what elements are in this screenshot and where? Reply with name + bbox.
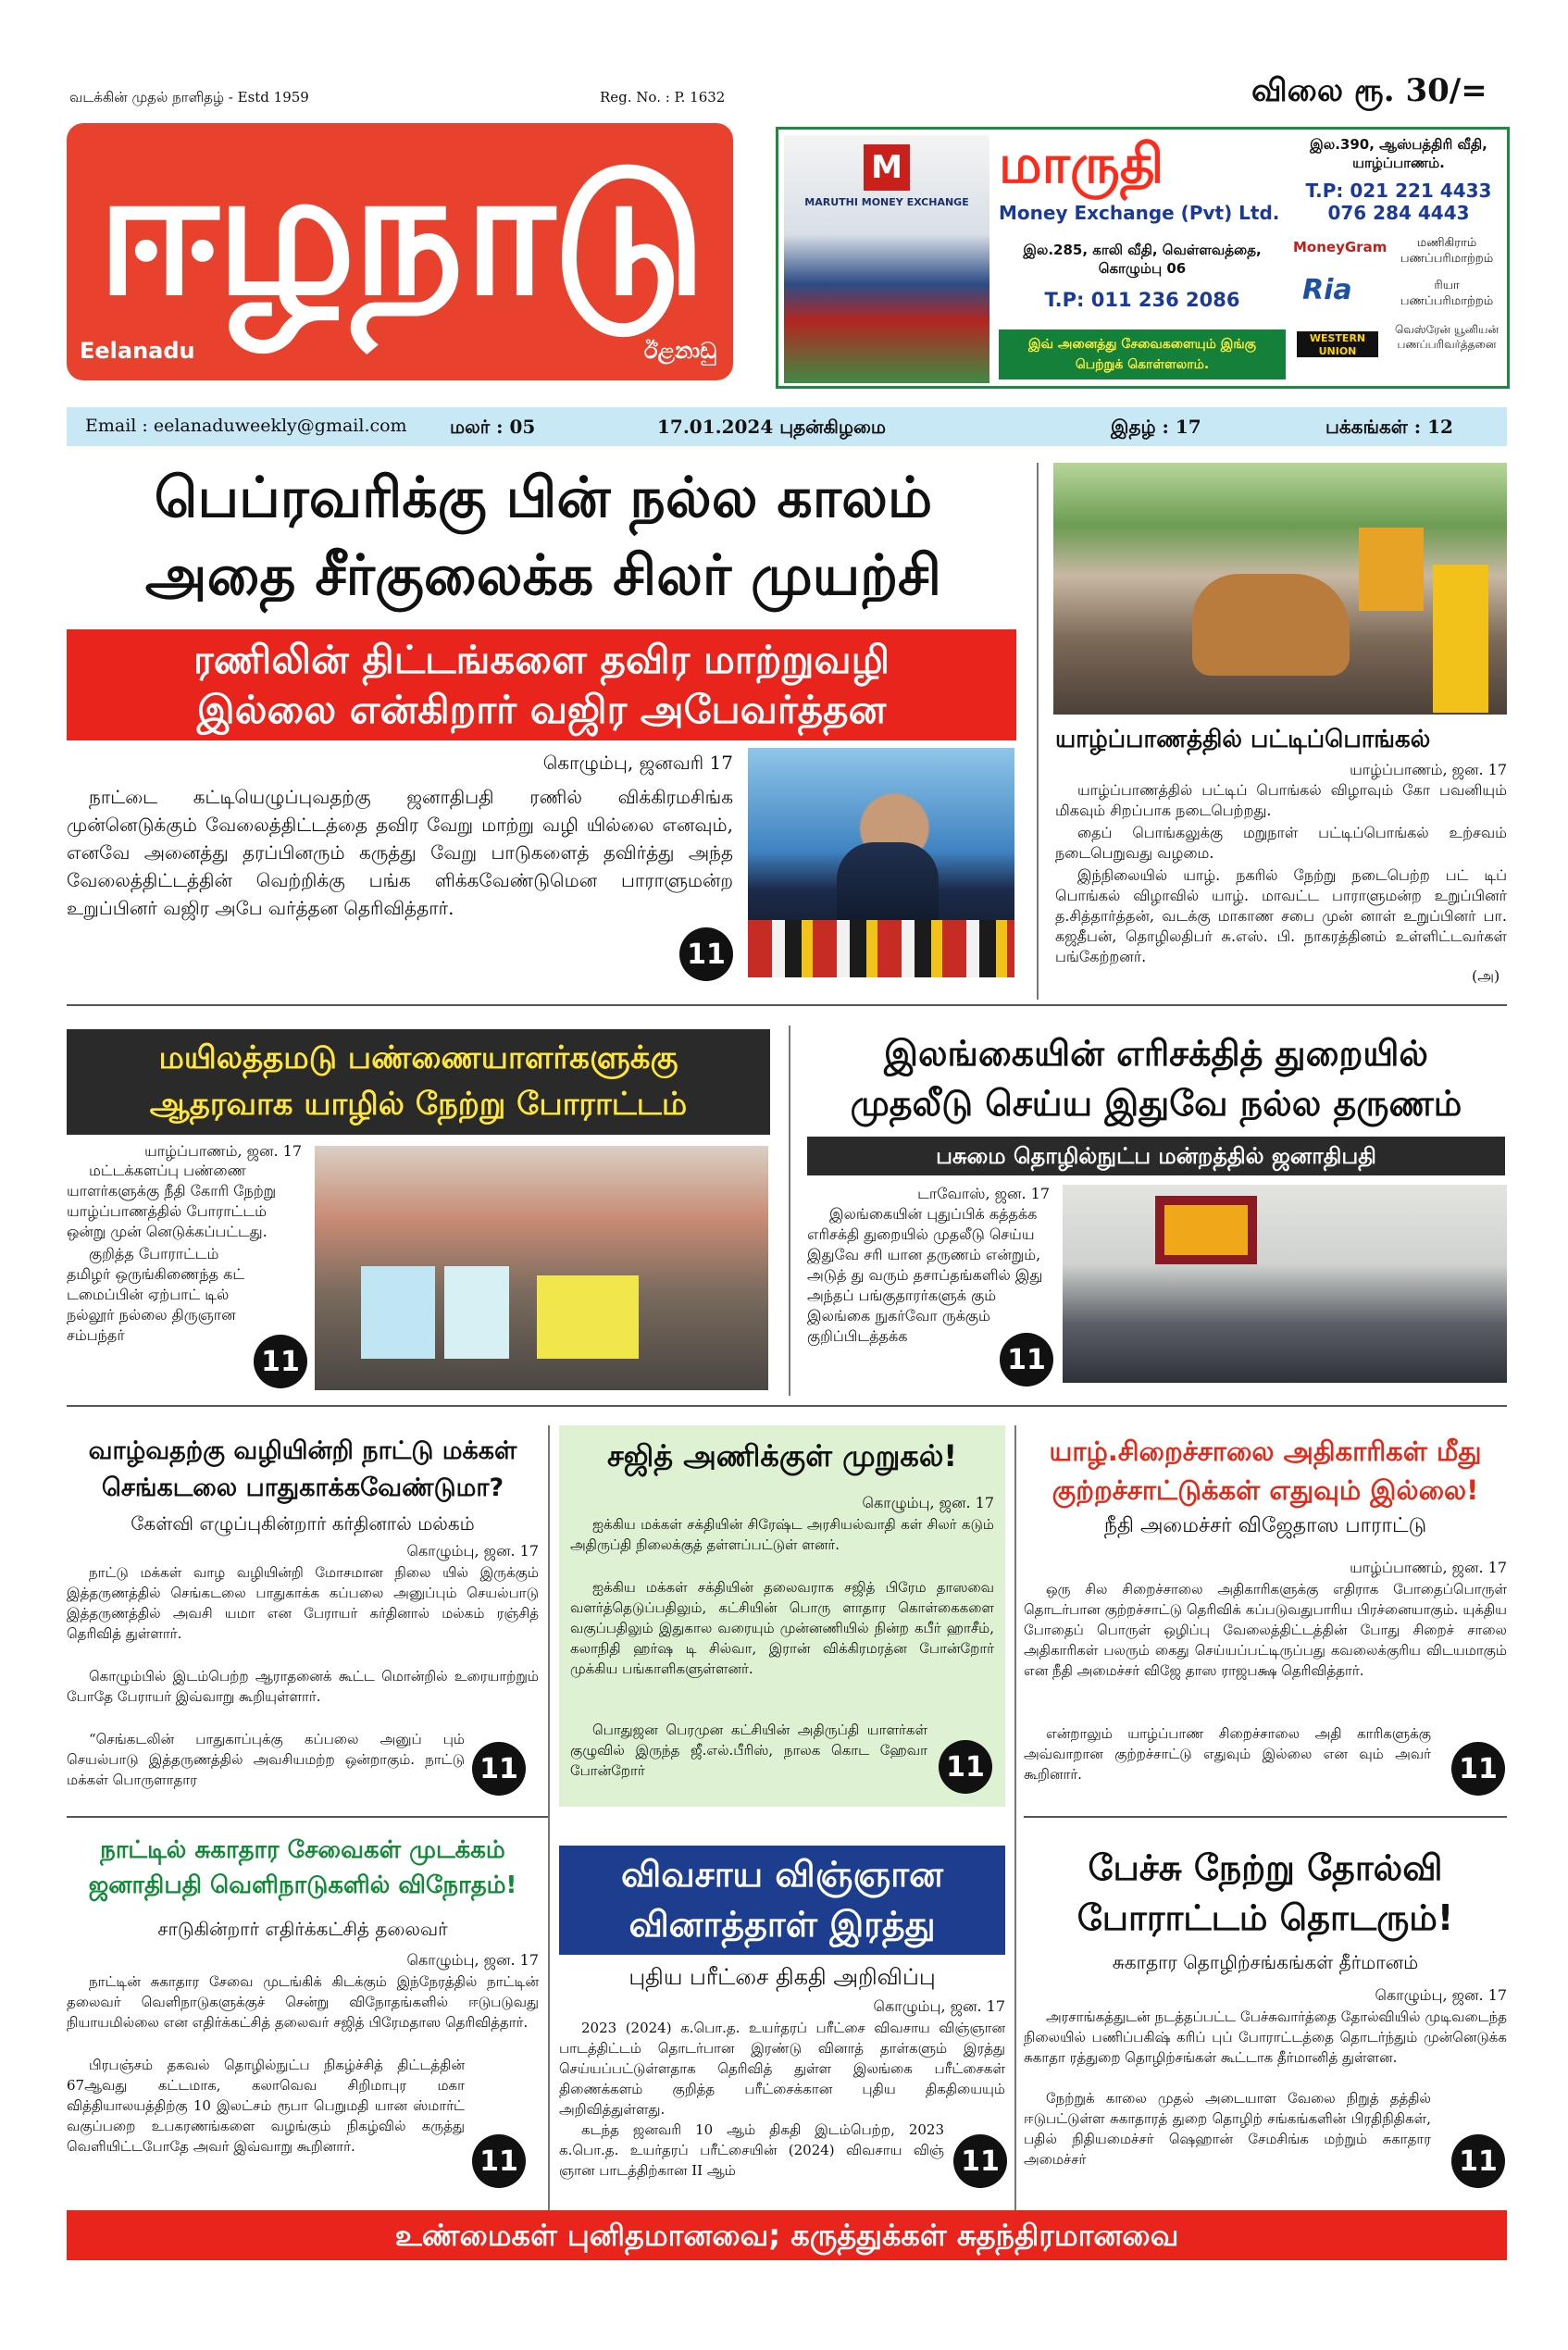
western-union-logo: WESTERN UNION: [1297, 331, 1378, 357]
energy-headline-line1[interactable]: இலங்கையின் எரிசக்தித் துறையில்: [884, 1033, 1428, 1074]
mylathamadu-dateline: யாழ்ப்பாணம், ஜன. 17: [144, 1142, 302, 1160]
ad-phone-2: 076 284 4443: [1327, 202, 1470, 224]
exam-headline-box: [559, 1846, 1005, 1955]
lead-page-ref[interactable]: 11: [679, 927, 733, 981]
talks-para-2: நேற்றுக் காலை முதல் அடையாள வேலை நிறுத் தத்தில் ஈடுபட்டுள்ள சுகாதாரத் துறை தொழிற் சங்கங்களின் பிரதிநிதிகள், பதில் நிதியமைச்சர் ஷெஹான் சேமசிங்க மற்றும் சுகாதார அமைச்சர்: [1024, 2090, 1431, 2168]
prison-dateline: யாழ்ப்பாணம், ஜன. 17: [1350, 1559, 1507, 1576]
talks-para-1: அரசாங்கத்துடன் நடத்தப்பட்ட பேச்சுவார்த்தை தோல்வியில் முடிவடைந்த நிலையில் பணிப்பகிஷ் கரிப் புப் போராட்டத்தை தொடர்ந்தும் முன்னெடுக்க சுகாதா ரத்துறை தொழிற்சங்கள் கூட்டாக தீர்மானித் துள்ளன.: [1024, 2008, 1507, 2066]
person-figure: [1433, 565, 1488, 713]
talks-headline-line2[interactable]: போராட்டம் தொடரும்!: [1076, 1897, 1454, 1938]
prison-page-ref[interactable]: 11: [1451, 1742, 1505, 1796]
prison-para-1: ஒரு சில சிறைச்சாலை அதிகாரிகளுக்கு எதிராக போதைப்பொருள் தொடர்பான குற்றச்சாட்டு தெரிவிக் கப்படுவதுபாரிய பிரச்னையாகும். யுக்திய போதைப் பொருள் ஒழிப்பு வேலைத்திட்டத்தின் போது சிறைச் சாலை அதிகாரிகள் பலரும் கைது செய்யப்பட்டிருப்பது கவலைக்குரிய விடயமாகும் என நீதி அமைச்சர் விஜே தாஸ ராஜபக்ஷ தெரிவித்தார்.: [1024, 1581, 1507, 1679]
page-count: பக்கங்கள் : 12: [1325, 416, 1453, 438]
exam-headline-line1[interactable]: விவசாய விஞ்ஞான: [621, 1854, 943, 1895]
mylathamadu-para-1: மட்டக்களப்பு பண்ணை யாளர்களுக்கு நீதி கோரி நேற்று யாழ்ப்பாணத்தில் போராட்டம் ஒன்று முன் னெடுக்கப்பட்டது.: [67, 1162, 277, 1240]
microphones: [748, 920, 1014, 977]
prison-headline-line2[interactable]: குற்றச்சாட்டுக்கள் எதுவும் இல்லை!: [1052, 1474, 1479, 1506]
talks-dateline: கொழும்பு, ஜன. 17: [1375, 1986, 1507, 2004]
ad-phone-1: T.P: 021 221 4433: [1305, 180, 1492, 202]
row-rule-b3: [1024, 1816, 1507, 1818]
energy-subheadline: பசுமை தொழில்நுட்ப மன்றத்தில் ஜனாதிபதி: [807, 1137, 1505, 1175]
logo-title: ஈழநாடு: [96, 131, 703, 334]
column-rule-mid: [789, 1026, 790, 1396]
issue-malar: மலர் : 05: [450, 416, 536, 438]
issue-number: இதழ் : 17: [1111, 416, 1201, 438]
sajith-dateline: கொழும்பு, ஜன. 17: [862, 1494, 994, 1511]
sajith-box: [559, 1425, 1005, 1807]
pongal-photo: [1053, 463, 1507, 715]
pongal-para-2: தைப் பொங்கலுக்கு மறுநாள் பட்டிப்பொங்கல் உற்சவம் நடைபெறுவது வழமை.: [1055, 824, 1507, 862]
column-rule: [1037, 463, 1039, 1000]
lead-photo: [748, 748, 1014, 977]
exam-page-ref[interactable]: 11: [953, 2134, 1007, 2188]
tagline: வடக்கின் முதல் நாளிதழ் - Estd 1959: [69, 89, 309, 106]
lead-subheadline-line2: இல்லை என்கிறார் வஜிர அபேவர்த்தன: [196, 687, 887, 732]
sajith-headline[interactable]: சஜித் அணிக்குள் முறுகல்!: [606, 1438, 958, 1473]
mylathamadu-page-ref[interactable]: 11: [254, 1335, 307, 1388]
column-rule-b2: [1014, 1425, 1016, 2221]
email[interactable]: Email : eelanaduweekly@gmail.com: [85, 416, 407, 436]
energy-page-ref[interactable]: 11: [1000, 1333, 1053, 1386]
section-rule: [67, 1004, 1507, 1006]
logo-sinhala: ඊළනාඩු: [643, 338, 716, 364]
moneygram-label: மணிகிராம் பணப்பரிமாற்றம்: [1400, 236, 1494, 266]
ria-label: ரியா பணப்பரிமாற்றம்: [1400, 279, 1494, 308]
ad-address-jaffna: இல.390, ஆஸ்பத்திரி வீதி, யாழ்ப்பாணம்.: [1310, 136, 1487, 171]
banner-figure: [1359, 528, 1424, 611]
ad-brand: மாருதி: [999, 132, 1164, 195]
prison-para-2: என்றாலும் யாழ்ப்பாண சிறைச்சாலை அதி காரிகளுக்கு அவ்வாறான குற்றச்சாட்டு எதுவும் இல்லை என வும் அவர் கூறினார்.: [1024, 1725, 1431, 1783]
ad-brand-english: Money Exchange (Pvt) Ltd.: [999, 202, 1280, 224]
shop-sign: MARUTHI MONEY EXCHANGE: [804, 196, 969, 208]
mylathamadu-headline-line1[interactable]: மயிலத்தமடு பண்ணையாளர்களுக்கு: [158, 1039, 678, 1076]
section-rule-2: [67, 1405, 1507, 1407]
moneygram-logo: MoneyGram: [1293, 239, 1388, 255]
western-union-label: வெஸ்ரேன் யூனியன் பணப்பரிவர்த்தனை: [1394, 323, 1500, 351]
pongal-headline[interactable]: யாழ்ப்பாணத்தில் பட்டிப்பொங்கல்: [1055, 726, 1431, 753]
exam-subheadline: புதிய பரீட்சை திகதி அறிவிப்பு: [628, 1964, 936, 1990]
exam-para-1: 2023 (2024) க.பொ.த. உயர்தரப் பரீட்சை விவசாய விஞ்ஞான பாடத்திட்டம் தொடர்பான இரண்டு வினாத் தாள்களும் இரத்து செய்யப்பட்டுள்ளதாக தெரிவித் துள்ள இலங்கை பரீட்சைகள் திணைக்களம் குறித்த பரீட்சைக்கான புதிய திகதியையும் அறிவித்துள்ளது.: [559, 2020, 1005, 2118]
logo-english: Eelanadu: [80, 338, 195, 364]
health-headline-line2[interactable]: ஜனாதிபதி வெளிநாடுகளில் விநோதம்!: [88, 1871, 517, 1899]
maruthi-advertisement[interactable]: [776, 127, 1510, 389]
sri-lanka-flag: [1155, 1196, 1257, 1264]
sajith-para-2: ஐக்கிய மக்கள் சக்தியின் தலைவராக சஜித் பிரேம தாஸவை வளர்த்தெடுப்பதிலும், கட்சியின் பொரு ளாதார கொள்கைகளை வகுப்பதிலும் இதுகால வரையும் முன்னணியில் நின்ற கபீர் ஹாசீம், கலாநிதி ஹர்ஷ டி சில்வா, இரான் விக்கிரமரத்ன போன்றோர் முக்கிய பங்காளிகளுள்ளனர்.: [570, 1579, 994, 1677]
placard-yellow: [537, 1275, 639, 1359]
pongal-para-1: யாழ்ப்பாணத்தில் பட்டிப் பொங்கல் விழாவும் கோ பவனியும் மிகவும் சிறப்பாக நடைபெற்றது.: [1055, 781, 1507, 819]
sengadal-para-3: “செங்கடலின் பாதுகாப்புக்கு கப்பலை அனுப் பும் செயல்பாடு இத்தருணத்தில் அவசியமற்ற ஒன்றாகும். நாட்டு மக்கள் பொருளாதார: [67, 1731, 465, 1788]
maruthi-logo-icon: M: [864, 144, 910, 191]
reg-number: Reg. No. : P. 1632: [600, 89, 726, 106]
row-rule-b1: [67, 1816, 548, 1818]
sengadal-dateline: கொழும்பு, ஜன. 17: [406, 1542, 539, 1560]
health-para-2: பிரபஞ்சம் தகவல் தொழில்நுட்ப நிகழ்ச்சித் திட்டத்தின் 67ஆவது கட்டமாக, கலாவெவ சிறிமாபுர மகா வித்தியாலயத்திற்கு 10 இலட்சம் ரூபா பெறுமதி யான ஸ்மார்ட் வகுப்பறை உபகரணங்களை வழங்கும் நிகழ்வில் கருத்து வெளியிட்டபோதே அவர் இவ்வாறு கூறினார்.: [67, 2057, 465, 2155]
pongal-dateline: யாழ்ப்பாணம், ஜன. 17: [1350, 761, 1507, 778]
placard-white: [444, 1266, 509, 1359]
sengadal-page-ref[interactable]: 11: [472, 1742, 526, 1796]
exam-headline-line2[interactable]: வினாத்தாள் இரத்து: [628, 1904, 936, 1945]
lead-headline-line1[interactable]: பெப்ரவரிக்கு பின் நல்ல காலம்: [154, 466, 933, 530]
lead-headline-line2[interactable]: அதை சீர்குலைக்க சிலர் முயற்சி: [144, 543, 942, 608]
energy-dateline: டாவோஸ், ஜன. 17: [917, 1185, 1050, 1202]
sajith-para-1: ஐக்கிய மக்கள் சக்தியின் சிரேஷ்ட அரசியல்வாதி கள் சிலர் கடும் அதிருப்தி நிலைக்குத் தள்ளப்பட்டுள் ளனர்.: [570, 1516, 994, 1553]
lead-body: நாட்டை கட்டியெழுப்புவதற்கு ஜனாதிபதி ரணில் விக்கிரமசிங்க முன்னெடுக்கும் வேலைத்திட்டத்தை தவிர வேறு மாற்று வழி யில்லை எனவும், எனவே அனைத்து தரப்பினரும் கருத்து வேறு பாடுகளைத் தவிர்த்து அந்த வேலைத்திட்டத்தின் வெற்றிக்கு பங்க ளிக்கவேண்டுமென பாராளுமன்ற உறுப்பினர் வஜிர அபே வர்த்தன தெரிவித்தார்.: [67, 786, 733, 919]
exam-para-2: கடந்த ஜனவரி 10 ஆம் திகதி இடம்பெற்ற, 2023 க.பொ.த. உயர்தரப் பரீட்சையின் (2024) விவசாய விஞ் ஞான பாடத்திற்கான II ஆம்: [559, 2121, 944, 2179]
health-headline-line1[interactable]: நாட்டில் சுகாதார சேவைகள் முடக்கம்: [100, 1836, 505, 1864]
price: விலை ரூ. 30/=: [1251, 72, 1487, 109]
lead-dateline: கொழும்பு, ஜனவரி 17: [542, 752, 733, 774]
exam-dateline: கொழும்பு, ஜன. 17: [873, 1997, 1005, 2015]
pongal-para-3: இந்நிலையில் யாழ். நகரில் நேற்று நடைபெற்ற பட் டிப் பொங்கல் விழாவில் யாழ். மாவட்ட பாராளுமன்ற உறுப்பினர் த.சித்தார்த்தன், வடக்கு மாகாண சபை முன் னாள் உறுப்பினர் பா. கஜதீபன், தொழிலதிபர் சு.எஸ். பி. நாகரத்தினம் உள்ளிட்டவர்கள் பங்கேற்றனர்.: [1055, 866, 1507, 965]
ria-logo: Ria: [1302, 274, 1352, 306]
sajith-para-3: பொதுஜன பெரமுன கட்சியின் அதிருப்தி யாளர்கள் குழுவில் இருந்த ஜீ.எல்.பீரிஸ், நாலக கொட ஹேவா போன்றோர்: [570, 1722, 927, 1779]
issue-date: 17.01.2024 புதன்கிழமை: [657, 416, 887, 438]
davos-photo: [1063, 1185, 1507, 1383]
health-para-1: நாட்டின் சுகாதார சேவை முடங்கிக் கிடக்கும் இந்நேரத்தில் நாட்டின் தலைவர் வெளிநாடுகளுக்குச் சென்று விநோதங்களில் ஈடுபடுவது நியாயமில்லை என எதிர்க்கட்சித் தலைவர் சஜித் பிரேமதாஸ தெரிவித்தார்.: [67, 1973, 539, 2031]
lead-subheadline-banner: [67, 629, 1016, 740]
sengadal-headline-line1[interactable]: வாழ்வதற்கு வழியின்றி நாட்டு மக்கள்: [88, 1436, 517, 1465]
sajith-page-ref[interactable]: 11: [939, 1740, 992, 1794]
health-page-ref[interactable]: 11: [472, 2134, 526, 2188]
lead-subheadline-line1: ரணிலின் திட்டங்களை தவிர மாற்றுவழி: [193, 637, 890, 682]
shop-photo: [784, 135, 989, 383]
protest-photo: [315, 1146, 768, 1390]
sengadal-headline-line2[interactable]: செங்கடலை பாதுகாக்கவேண்டுமா?: [101, 1473, 504, 1502]
talks-page-ref[interactable]: 11: [1451, 2134, 1505, 2188]
energy-headline-line2[interactable]: முதலீடு செய்ய இதுவே நல்ல தருணம்: [850, 1083, 1462, 1124]
footer-slogan: உண்மைகள் புனிதமானவை; கருத்துக்கள் சுதந்திரமானவை: [67, 2210, 1507, 2260]
prison-subheadline: நீதி அமைச்சர் விஜேதாஸ பாராட்டு: [1103, 1514, 1427, 1537]
placard-blue: [361, 1266, 435, 1359]
sengadal-subheadline: கேள்வி எழுப்புகின்றார் கர்தினால் மல்கம்: [131, 1512, 475, 1535]
health-dateline: கொழும்பு, ஜன. 17: [406, 1951, 539, 1969]
masthead-logo[interactable]: [67, 123, 733, 380]
energy-body: இலங்கையின் புதுப்பிக் கத்தக்க எரிசக்தி துறையில் முதலீடு செய்ய இதுவே சரி யான தருணம் என்றும், அடுத் து வரும் தசாப்தங்களில் இது அந்தப் பங்குதாரர்களுக் கும் இலங்கை நுகர்வோ ருக்கும் குறிப்பிடத்தக்க: [807, 1205, 1043, 1345]
info-bar: [67, 407, 1507, 446]
prison-headline-line1[interactable]: யாழ்.சிறைச்சாலை அதிகாரிகள் மீது: [1049, 1436, 1482, 1467]
ad-service-note: இவ் அனைத்து சேவைகளையும் இங்கு பெற்றுக் கொள்ளலாம்.: [999, 329, 1286, 379]
sengadal-para-1: நாட்டு மக்கள் வாழ வழியின்றி மோசமான நிலை யில் இருக்கும் இத்தருணத்தில் செங்கடலை பாதுகாக்க கப்பலை அனுப்பும் செயல்பாடு இத்தருணத்தில் அவசி யமா என பேராயர் கர்தினால் மல்கம் ரஞ்சித் தெரிவித் துள்ளார்.: [67, 1564, 539, 1642]
ad-phone-3: T.P: 011 236 2086: [1044, 289, 1240, 311]
bull-figure: [1192, 574, 1350, 676]
health-subheadline: சாடுகின்றார் எதிர்க்கட்சித் தலைவர்: [157, 1918, 448, 1940]
column-rule-b1: [548, 1425, 550, 2221]
mylathamadu-para-2: குறித்த போராட்டம் தமிழர் ஒருங்கிணைந்த கட் டமைப்பின் ஏற்பாட் டில் நல்லூர் நல்லை திருஞான சம்பந்தர்: [67, 1245, 245, 1344]
talks-headline-line1[interactable]: பேச்சு நேற்று தோல்வி: [1088, 1847, 1443, 1888]
ad-address-colombo: இல.285, காலி வீதி, வெள்ளவத்தை, கொழும்பு 06: [1023, 242, 1262, 277]
mylathamadu-headline-box: [67, 1029, 770, 1135]
talks-subheadline: சுகாதார தொழிற்சங்கங்கள் தீர்மானம்: [1112, 1951, 1419, 1973]
pongal-signoff: (அ): [1472, 967, 1500, 985]
mylathamadu-headline-line2[interactable]: ஆதரவாக யாழில் நேற்று போராட்டம்: [149, 1086, 688, 1123]
sengadal-para-2: கொழும்பில் இடம்பெற்ற ஆராதனைக் கூட்ட மொன்றில் உரையாற்றும் போதே பேராயர் இவ்வாறு கூறியுள்ளார்.: [67, 1668, 539, 1705]
